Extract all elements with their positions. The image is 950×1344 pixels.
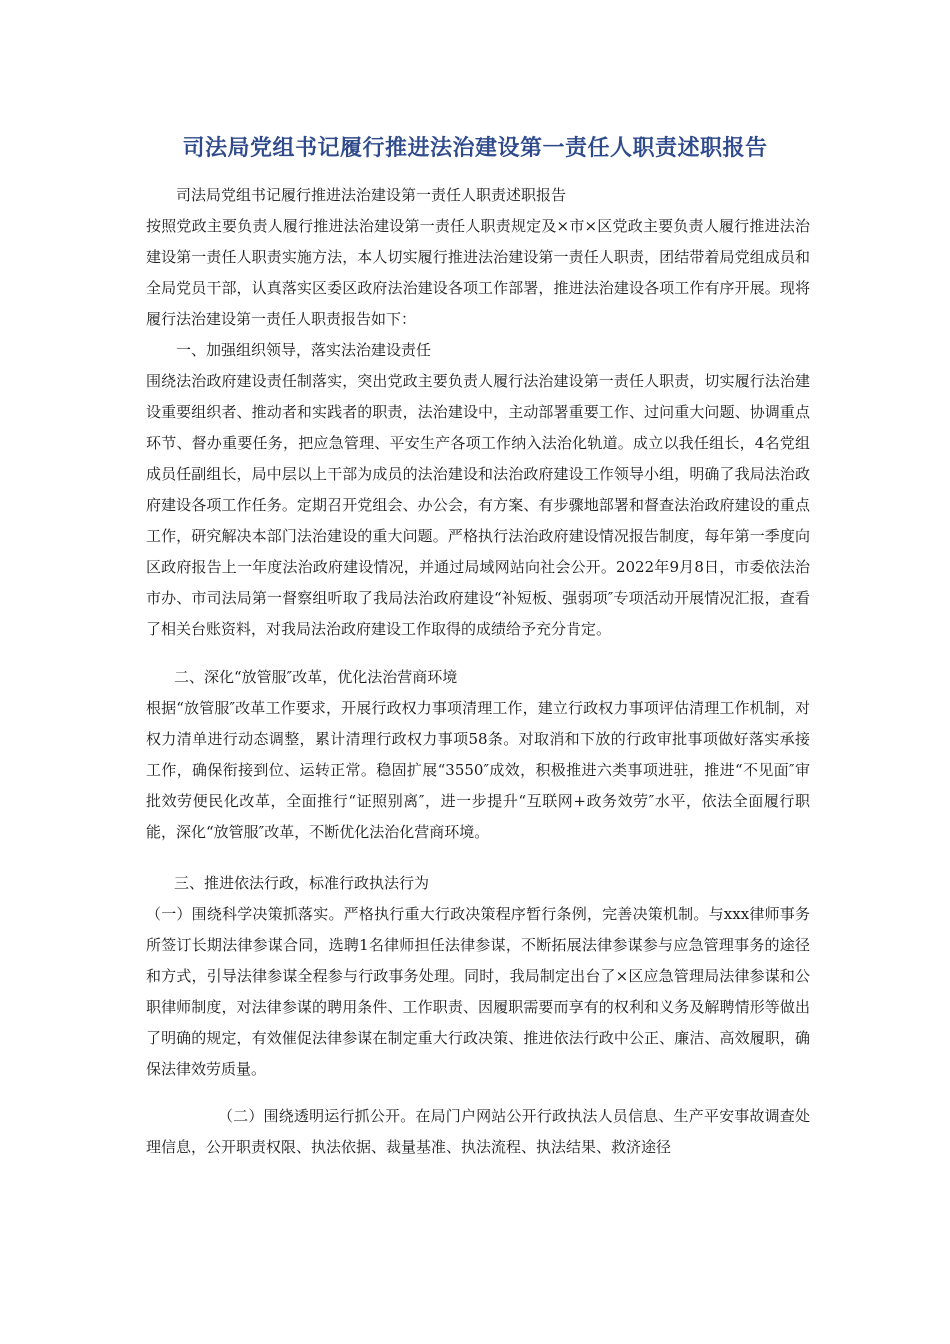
section-1-body: 围绕法治政府建设责任制落实，突出党政主要负责人履行法治建设第一责任人职责，切实履行法治建设重要组织者、推动者和实践者的职责，法治建设中，主动部署重要工作、过问重大问题、协调重点环节、督办重要任务，把应急管理、平安生产各项工作纳入法治化轨道。成立以我任组长，4名党组成员任副组长，局中层以上干部为成员的法治建设和法治政府建设工作领导小组，明确了我局法治政府建设各项工作任务。定期召开党组会、办公会，有方案、有步骤地部署和督查法治政府建设的重点工作，研究解决本部门法治建设的重大问题。严格执行法治政府建设情况报告制度，每年第一季度向区政府报告上一年度法治政府建设情况，并通过局域网站向社会公开。2022年9月8日，市委依法治市办、市司法局第一督察组听取了我局法治政府建设“补短板、强弱项″专项活动开展情况汇报，查看了相关台账资料，对我局法治政府建设工作取得的成绩给予充分肯定。 <box>146 372 810 638</box>
section-1-heading: 一、加强组织领导，落实法治建设责任 <box>176 341 432 359</box>
section-3-item-2: （二）围绕透明运行抓公开。在局门户网站公开行政执法人员信息、生产平安事故调查处理信息，公开职责权限、执法依据、裁量基准、执法流程、执法结果、救济途径 <box>146 1107 810 1156</box>
section-2-heading: 二、深化“放管服″改革，优化法治营商环境 <box>174 668 458 686</box>
document-body <box>146 180 810 1163</box>
section-3-heading: 三、推进依法行政，标准行政执法行为 <box>174 874 430 892</box>
intro-paragraph: 按照党政主要负责人履行推进法治建设第一责任人职责规定及×市×区党政主要负责人履行推进法治建设第一责任人职责实施方法，本人切实履行推进法治建设第一责任人职责，团结带着局党组成员和全局党员干部，认真落实区委区政府法治建设各项工作部署，推进法治建设各项工作有序开展。现将履行法治建设第一责任人职责报告如下： <box>146 217 810 328</box>
document-title: 司法局党组书记履行推进法治建设第一责任人职责述职报告 <box>182 136 768 161</box>
document-subtitle: 司法局党组书记履行推进法治建设第一责任人职责述职报告 <box>176 186 567 204</box>
section-2-body: 根据“放管服″改革工作要求，开展行政权力事项清理工作，建立行政权力事项评估清理工作机制，对权力清单进行动态调整，累计清理行政权力事项58条。对取消和下放的行政审批事项做好落实承接工作，确保衔接到位、运转正常。稳固扩展“3550″成效，积极推进六类事项进驻，推进“不见面″审批效劳便民化改革，全面推行“证照别离″，进一步提升“互联网+政务效劳″水平，依法全面履行职能，深化“放管服″改革，不断优化法治化营商环境。 <box>146 699 810 841</box>
section-3-body: （一）围绕科学决策抓落实。严格执行重大行政决策程序暂行条例，完善决策机制。与xxx律师事务所签订长期法律参谋合同，选聘1名律师担任法律参谋，不断拓展法律参谋参与应急管理事务的途径和方式，引导法律参谋全程参与行政事务处理。同时，我局制定出台了×区应急管理局法律参谋和公职律师制度，对法律参谋的聘用条件、工作职责、因履职需要而享有的权利和义务及解聘情形等做出了明确的规定，有效催促法律参谋在制定重大行政决策、推进依法行政中公正、廉洁、高效履职，确保法律效劳质量。 <box>146 905 810 1078</box>
